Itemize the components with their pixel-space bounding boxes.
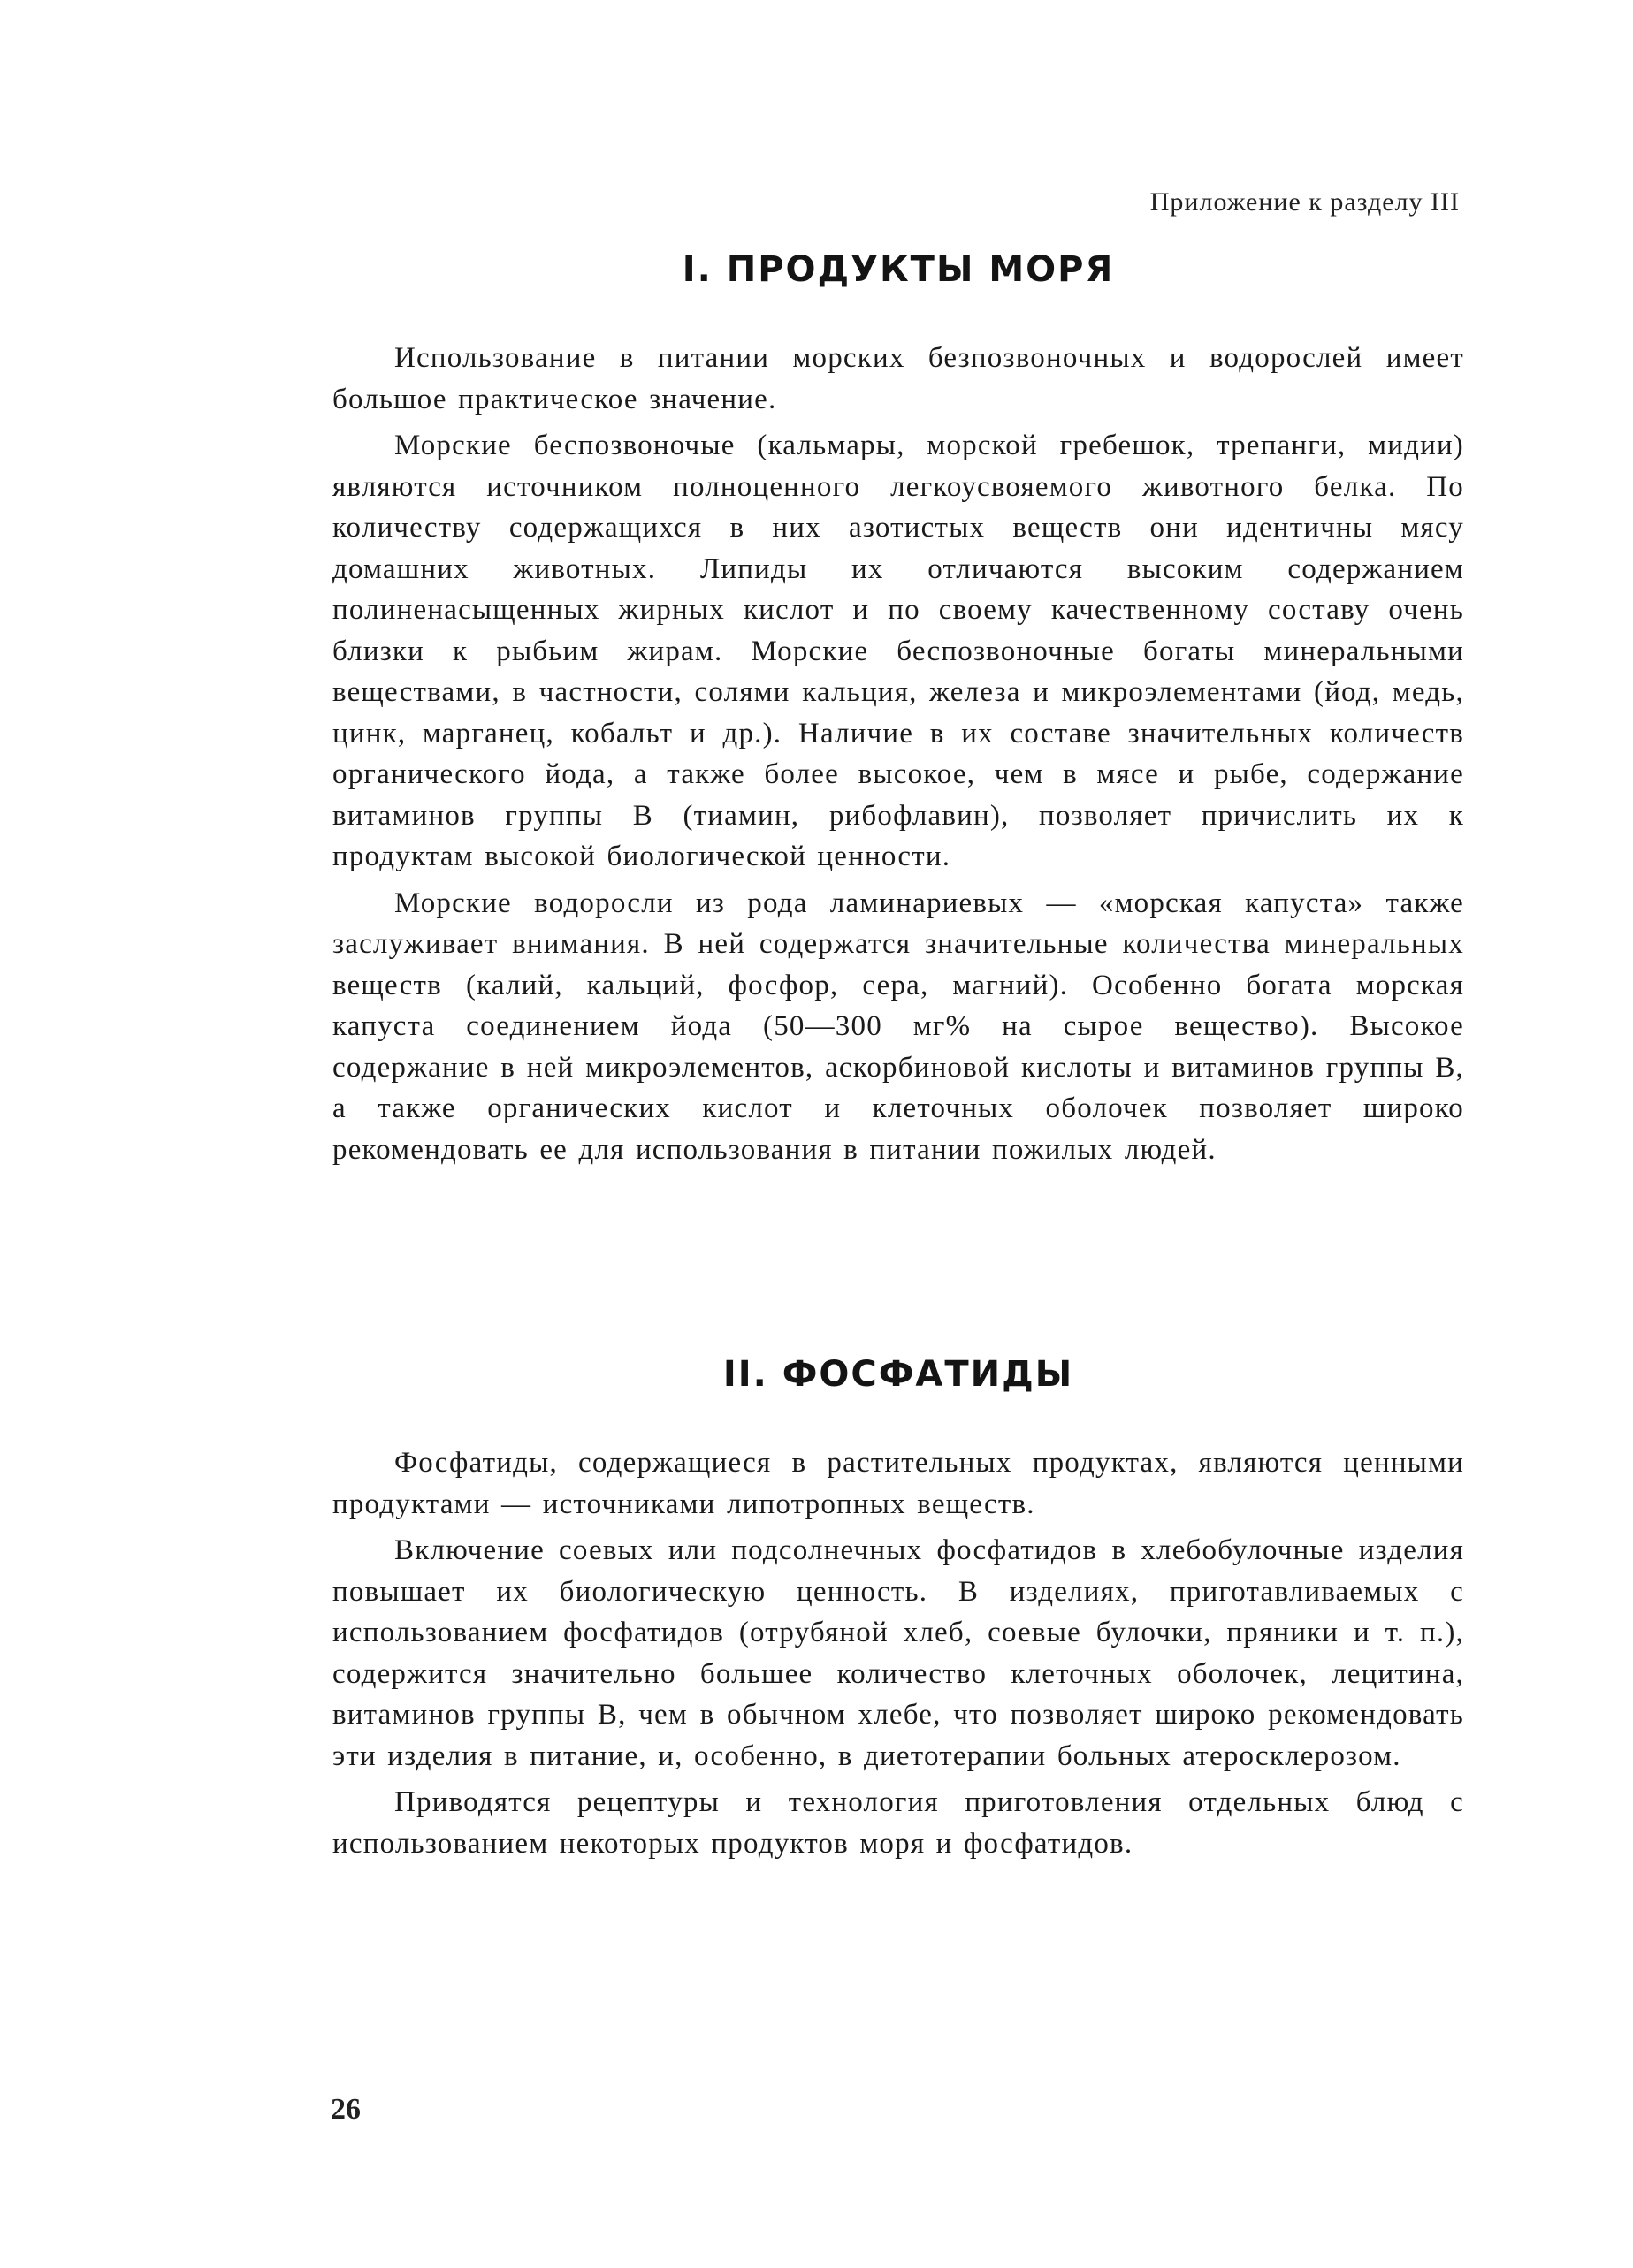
paragraph: Морские беспозвоночые (кальмары, морской гребешок, трепанги, мидии) являются источником полноценного легкоусвояемого животного белка. По количеству содержащихся в них азотистых веществ они идентичны мясу домашних животных. Липиды их отличаются высоким содержанием полиненасыщенных жирных кислот и по своему качественному составу очень близки к рыбьим жирам. Морские беспозвоночные богаты минеральными веществами, в частности, солями кальция, железа и микроэлементами (йод, медь, цинк, марганец, кобальт и др.). Наличие в их составе значительных количеств органического йода, а также более высокое, чем в мясе и рыбе, содержание витаминов группы В (тиамин, рибофлавин), позволяет причислить их к продуктам высокой биологической ценности. [332,430,1464,872]
section-sea-products [332,249,1464,1176]
page-number: 26 [331,2093,361,2126]
paragraph: Фосфатиды, содержащиеся в растительных продуктах, являются ценными продуктами — источниками липотропных веществ. [332,1447,1464,1520]
section-phosphatides [332,1354,1464,1869]
paragraph: Использование в питании морских безпозвоночных и водорослей имеет большое практическое значение. [332,342,1464,415]
section-title: II. ФОСФАТИДЫ [722,1354,1074,1395]
paragraph: Включение соевых или подсолнечных фосфатидов в хлебобулочные изделия повышает их биологическую ценность. В изделиях, приготавливаемых с использованием фосфатидов (отрубяной хлеб, соевые булочки, пряники и т. п.), содержится значительно большее количество клеточных оболочек, лецитина, витаминов группы В, чем в обычном хлебе, что позволяет широко рекомендовать эти изделия в питание, и, особенно, в диетотерапии больных атеросклерозом. [332,1534,1464,1772]
running-head: Приложение к разделу III [1149,187,1460,217]
section-title: I. ПРОДУКТЫ МОРЯ [682,249,1115,290]
paragraph: Морские водоросли из рода ламинариевых — «морская капуста» также заслуживает внимания. В ней содержатся значительные количества минеральных веществ (калий, кальций, фосфор, сера, магний). Особенно богата морская капуста соединением йода (50—300 мг% на сырое вещество). Высокое содержание в ней микроэлементов, аскорбиновой кислоты и витаминов группы В, а также органических кислот и клеточных оболочек позволяет широко рекомендовать ее для использования в питании пожилых людей. [332,887,1464,1166]
paragraph: Приводятся рецептуры и технология приготовления отдельных блюд с использованием некоторых продуктов моря и фосфатидов. [332,1786,1464,1860]
